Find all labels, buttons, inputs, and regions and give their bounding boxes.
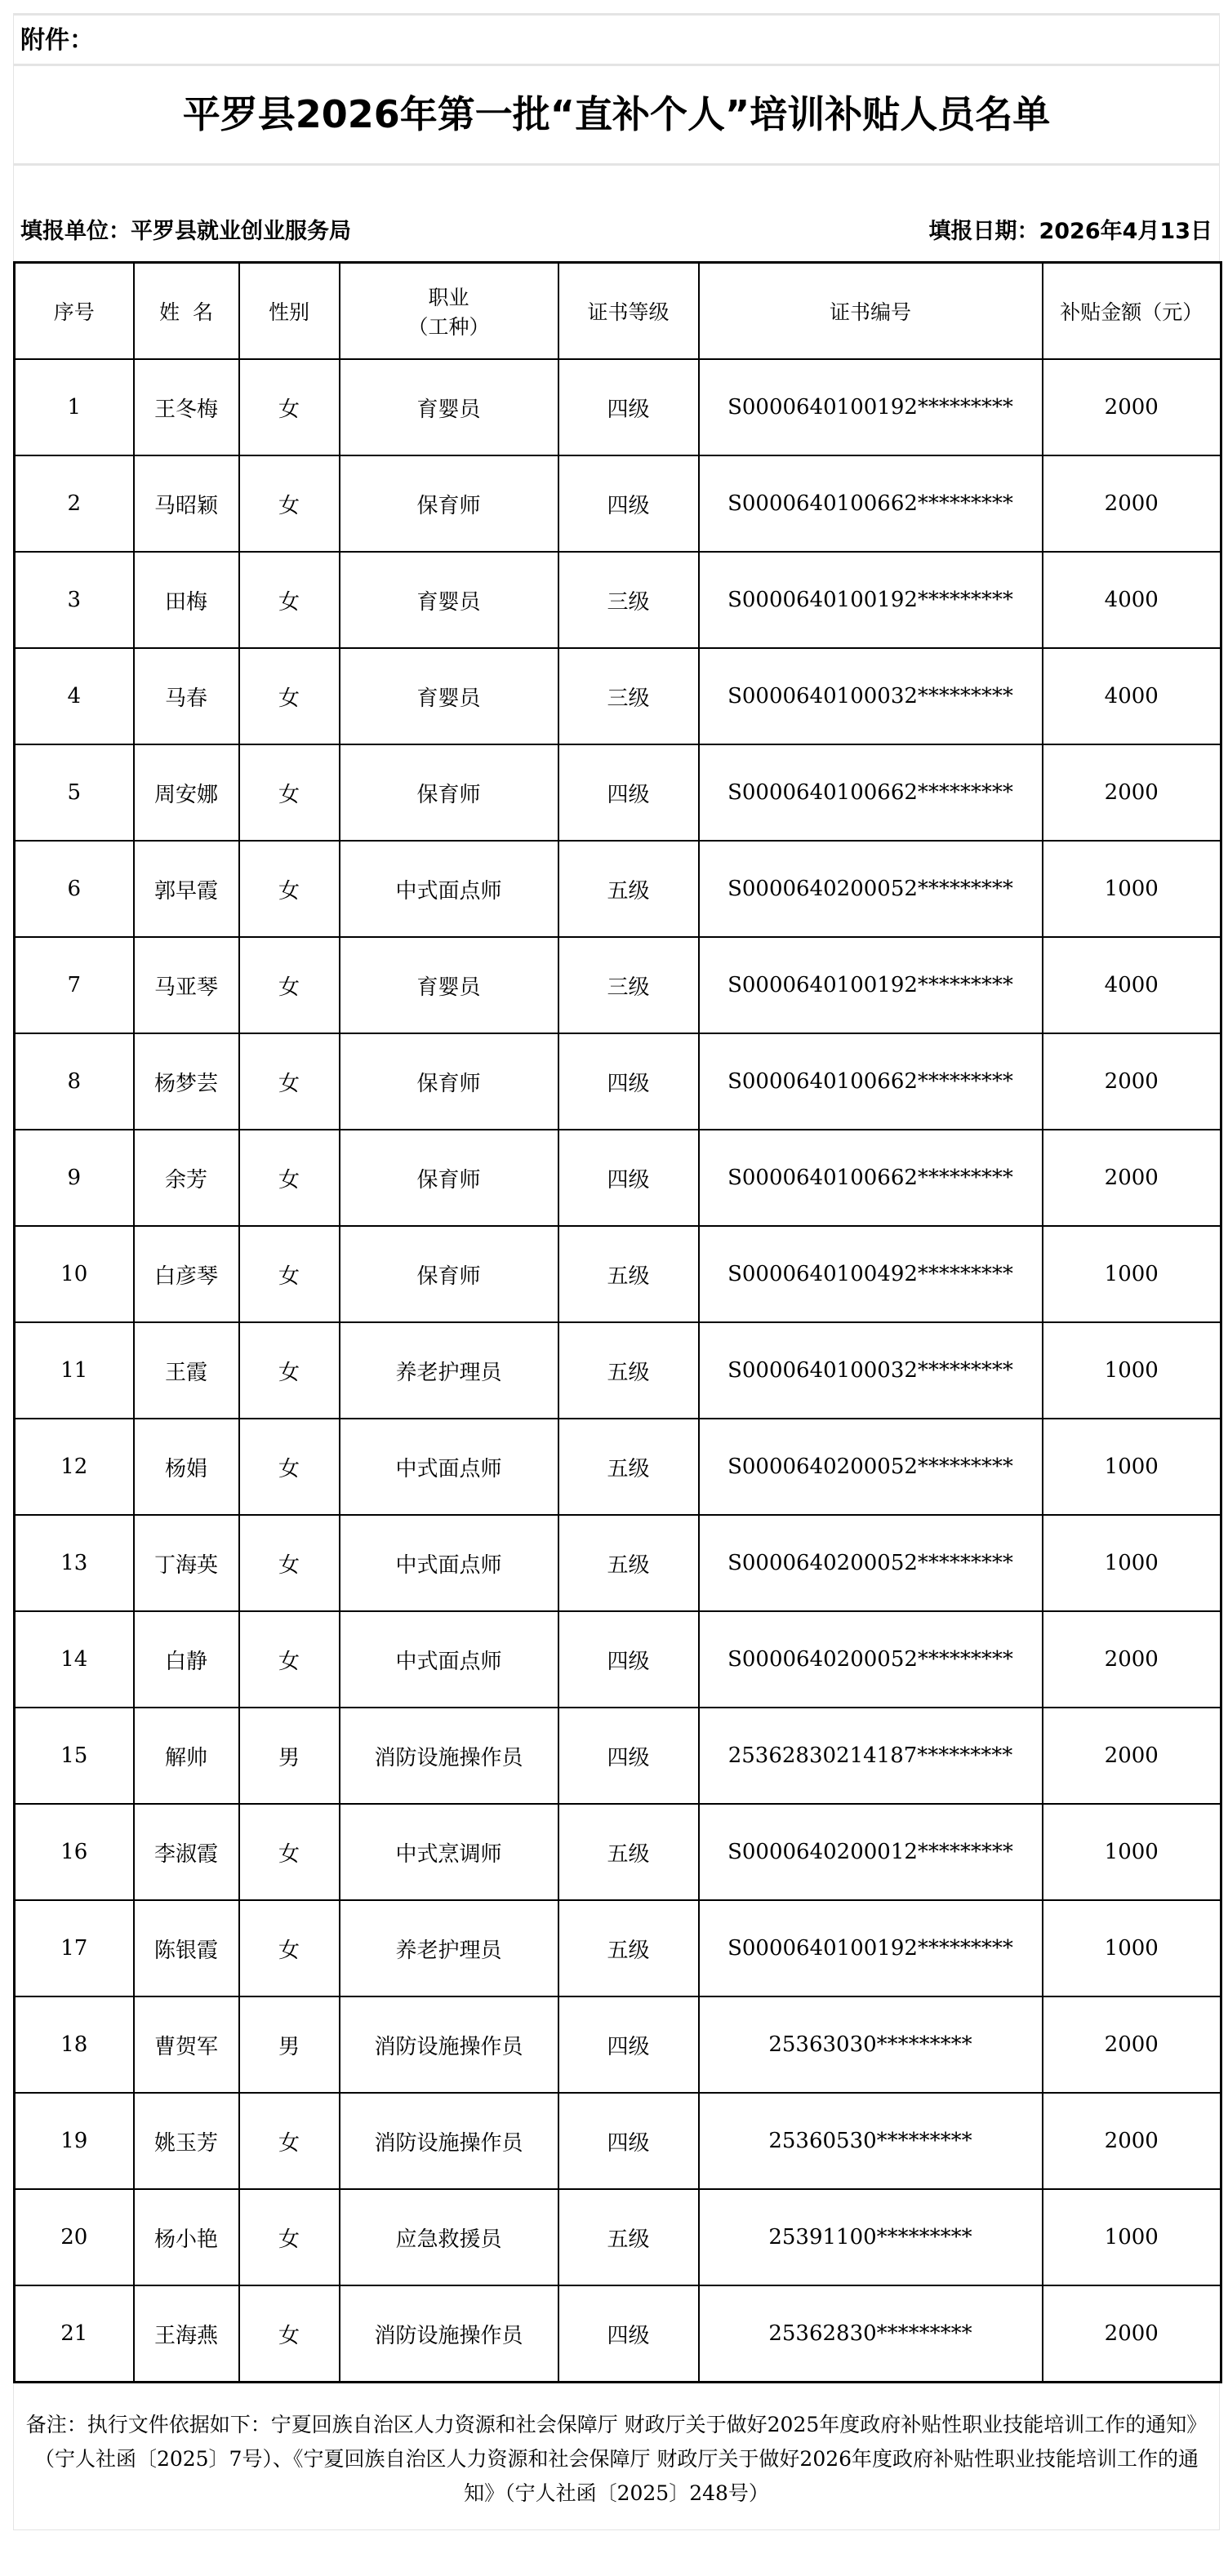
table-row <box>15 1996 1221 2093</box>
document <box>13 13 1220 2530</box>
cert-number: S0000640100662********* <box>699 1033 1043 1130</box>
row-index: 14 <box>15 1611 134 1708</box>
person-name: 马昭颖 <box>134 455 239 552</box>
table-row <box>15 937 1221 1033</box>
occupation: 中式面点师 <box>340 1611 558 1708</box>
row-index: 6 <box>15 841 134 937</box>
row-index: 18 <box>15 1996 134 2093</box>
reporting-unit: 填报单位：平罗县就业创业服务局 <box>20 219 351 244</box>
cert-number: S0000640200052********* <box>699 1419 1043 1515</box>
row-index: 5 <box>15 744 134 841</box>
occupation: 养老护理员 <box>340 1900 558 1996</box>
row-index: 12 <box>15 1419 134 1515</box>
gender: 女 <box>239 2189 340 2285</box>
subsidy-amount: 2000 <box>1043 359 1221 455</box>
subsidy-amount: 1000 <box>1043 1900 1221 1996</box>
cert-number: S0000640200052********* <box>699 841 1043 937</box>
person-name: 王冬梅 <box>134 359 239 455</box>
cert-level: 三级 <box>558 937 699 1033</box>
cert-level: 四级 <box>558 455 699 552</box>
occupation: 中式面点师 <box>340 1419 558 1515</box>
subsidy-amount: 2000 <box>1043 2285 1221 2383</box>
table-row <box>15 1322 1221 1419</box>
cert-number: S0000640100032********* <box>699 1322 1043 1419</box>
table-row <box>15 1900 1221 1996</box>
cert-number: S0000640100492********* <box>699 1226 1043 1322</box>
subsidy-amount: 2000 <box>1043 744 1221 841</box>
cert-level: 三级 <box>558 648 699 744</box>
table-row <box>15 2093 1221 2189</box>
cert-level: 四级 <box>558 1033 699 1130</box>
reporting-date: 填报日期：2026年4月13日 <box>928 219 1212 244</box>
row-index: 2 <box>15 455 134 552</box>
subsidy-amount: 4000 <box>1043 937 1221 1033</box>
gender: 女 <box>239 1226 340 1322</box>
subsidy-amount: 1000 <box>1043 2189 1221 2285</box>
person-name: 王霞 <box>134 1322 239 1419</box>
row-index: 13 <box>15 1515 134 1611</box>
header-cert-level: 证书等级 <box>558 263 699 360</box>
person-name: 李淑霞 <box>134 1804 239 1900</box>
table-row <box>15 744 1221 841</box>
occupation: 消防设施操作员 <box>340 1996 558 2093</box>
gender: 男 <box>239 1708 340 1804</box>
row-index: 4 <box>15 648 134 744</box>
cert-number: S0000640100032********* <box>699 648 1043 744</box>
person-name: 白静 <box>134 1611 239 1708</box>
gender: 女 <box>239 2093 340 2189</box>
subsidy-amount: 4000 <box>1043 648 1221 744</box>
cert-level: 五级 <box>558 1515 699 1611</box>
cert-number: S0000640100192********* <box>699 359 1043 455</box>
cert-level: 四级 <box>558 1996 699 2093</box>
occupation: 消防设施操作员 <box>340 1708 558 1804</box>
occupation: 保育师 <box>340 1130 558 1226</box>
cert-level: 五级 <box>558 1322 699 1419</box>
table-row <box>15 1708 1221 1804</box>
occupation: 消防设施操作员 <box>340 2093 558 2189</box>
table-row <box>15 841 1221 937</box>
cert-level: 五级 <box>558 1226 699 1322</box>
row-index: 8 <box>15 1033 134 1130</box>
cert-number: 25362830214187********* <box>699 1708 1043 1804</box>
subsidy-amount: 2000 <box>1043 1996 1221 2093</box>
table-row <box>15 552 1221 648</box>
row-index: 3 <box>15 552 134 648</box>
gender: 女 <box>239 1611 340 1708</box>
cert-level: 五级 <box>558 2189 699 2285</box>
occupation: 中式烹调师 <box>340 1804 558 1900</box>
cert-level: 五级 <box>558 1804 699 1900</box>
person-name: 杨娟 <box>134 1419 239 1515</box>
subsidy-amount: 2000 <box>1043 455 1221 552</box>
gender: 女 <box>239 552 340 648</box>
subsidy-table <box>13 261 1222 2383</box>
table-row <box>15 2285 1221 2383</box>
person-name: 曹贺军 <box>134 1996 239 2093</box>
header-name: 姓 名 <box>134 263 239 360</box>
cert-level: 四级 <box>558 2285 699 2383</box>
cert-level: 五级 <box>558 1900 699 1996</box>
report-info <box>13 163 1220 261</box>
cert-level: 四级 <box>558 1611 699 1708</box>
cert-number: S0000640200012********* <box>699 1804 1043 1900</box>
header-occupation-line2: （工种） <box>407 315 490 339</box>
gender: 女 <box>239 1515 340 1611</box>
subsidy-amount: 2000 <box>1043 1130 1221 1226</box>
cert-level: 四级 <box>558 1708 699 1804</box>
row-index: 9 <box>15 1130 134 1226</box>
header-cert-number: 证书编号 <box>699 263 1043 360</box>
table-row <box>15 1226 1221 1322</box>
cert-number: S0000640100192********* <box>699 552 1043 648</box>
occupation: 育婴员 <box>340 552 558 648</box>
cert-number: S0000640100192********* <box>699 937 1043 1033</box>
occupation: 保育师 <box>340 455 558 552</box>
cert-level: 四级 <box>558 1130 699 1226</box>
subsidy-amount: 4000 <box>1043 552 1221 648</box>
occupation: 育婴员 <box>340 648 558 744</box>
header-subsidy: 补贴金额（元） <box>1043 263 1221 360</box>
header-occupation-line1: 职业 <box>428 286 469 309</box>
occupation: 育婴员 <box>340 359 558 455</box>
subsidy-amount: 2000 <box>1043 1033 1221 1130</box>
person-name: 田梅 <box>134 552 239 648</box>
gender: 女 <box>239 1419 340 1515</box>
person-name: 白彦琴 <box>134 1226 239 1322</box>
table-row <box>15 2189 1221 2285</box>
cert-level: 五级 <box>558 841 699 937</box>
gender: 女 <box>239 1033 340 1130</box>
table-row <box>15 455 1221 552</box>
occupation: 保育师 <box>340 1033 558 1130</box>
person-name: 丁海英 <box>134 1515 239 1611</box>
header-occupation <box>340 263 558 360</box>
row-index: 17 <box>15 1900 134 1996</box>
row-index: 16 <box>15 1804 134 1900</box>
table-row <box>15 648 1221 744</box>
header-gender: 性别 <box>239 263 340 360</box>
remarks-note: 备注：执行文件依据如下：宁夏回族自治区人力资源和社会保障厅 财政厅关于做好2025年度政府补贴性职业技能培训工作的通知》（宁人社函〔2025〕7号）、《宁夏回族自治区人力资源和社会保障厅 财政厅关于做好2026年度政府补贴性职业技能培训工作的通知》（宁人社函〔2025〕248号） <box>13 2383 1220 2530</box>
person-name: 马亚琴 <box>134 937 239 1033</box>
table-row <box>15 1515 1221 1611</box>
person-name: 杨梦芸 <box>134 1033 239 1130</box>
occupation: 应急救援员 <box>340 2189 558 2285</box>
subsidy-amount: 1000 <box>1043 1226 1221 1322</box>
gender: 女 <box>239 648 340 744</box>
person-name: 郭早霞 <box>134 841 239 937</box>
subsidy-amount: 2000 <box>1043 2093 1221 2189</box>
cert-level: 四级 <box>558 359 699 455</box>
attachment-label: 附件： <box>13 13 1220 64</box>
person-name: 陈银霞 <box>134 1900 239 1996</box>
subsidy-amount: 2000 <box>1043 1708 1221 1804</box>
person-name: 余芳 <box>134 1130 239 1226</box>
gender: 女 <box>239 359 340 455</box>
person-name: 杨小艳 <box>134 2189 239 2285</box>
cert-level: 三级 <box>558 552 699 648</box>
occupation: 消防设施操作员 <box>340 2285 558 2383</box>
subsidy-amount: 1000 <box>1043 1804 1221 1900</box>
occupation: 保育师 <box>340 1226 558 1322</box>
occupation: 保育师 <box>340 744 558 841</box>
occupation: 养老护理员 <box>340 1322 558 1419</box>
row-index: 21 <box>15 2285 134 2383</box>
gender: 女 <box>239 744 340 841</box>
occupation: 育婴员 <box>340 937 558 1033</box>
header-index: 序号 <box>15 263 134 360</box>
row-index: 11 <box>15 1322 134 1419</box>
cert-level: 四级 <box>558 744 699 841</box>
person-name: 姚玉芳 <box>134 2093 239 2189</box>
row-index: 19 <box>15 2093 134 2189</box>
cert-number: S0000640100662********* <box>699 744 1043 841</box>
cert-number: S0000640100662********* <box>699 455 1043 552</box>
gender: 男 <box>239 1996 340 2093</box>
subsidy-amount: 1000 <box>1043 1419 1221 1515</box>
row-index: 7 <box>15 937 134 1033</box>
cert-number: S0000640100662********* <box>699 1130 1043 1226</box>
cert-number: S0000640200052********* <box>699 1515 1043 1611</box>
subsidy-amount: 2000 <box>1043 1611 1221 1708</box>
table-row <box>15 1419 1221 1515</box>
gender: 女 <box>239 1322 340 1419</box>
table-row <box>15 1033 1221 1130</box>
gender: 女 <box>239 841 340 937</box>
person-name: 马春 <box>134 648 239 744</box>
row-index: 20 <box>15 2189 134 2285</box>
table-header-row <box>15 263 1221 360</box>
gender: 女 <box>239 455 340 552</box>
cert-number: S0000640200052********* <box>699 1611 1043 1708</box>
cert-number: 25363030********* <box>699 1996 1043 2093</box>
cert-level: 五级 <box>558 1419 699 1515</box>
cert-number: 25391100********* <box>699 2189 1043 2285</box>
table-row <box>15 1611 1221 1708</box>
cert-number: 25362830********* <box>699 2285 1043 2383</box>
subsidy-amount: 1000 <box>1043 1515 1221 1611</box>
table-row <box>15 1804 1221 1900</box>
gender: 女 <box>239 937 340 1033</box>
table-row <box>15 1130 1221 1226</box>
gender: 女 <box>239 1900 340 1996</box>
occupation: 中式面点师 <box>340 841 558 937</box>
table-body <box>15 359 1221 2383</box>
person-name: 王海燕 <box>134 2285 239 2383</box>
cert-number: S0000640100192********* <box>699 1900 1043 1996</box>
cert-number: 25360530********* <box>699 2093 1043 2189</box>
subsidy-amount: 1000 <box>1043 1322 1221 1419</box>
cert-level: 四级 <box>558 2093 699 2189</box>
document-title: 平罗县2026年第一批“直补个人”培训补贴人员名单 <box>13 64 1220 163</box>
occupation: 中式面点师 <box>340 1515 558 1611</box>
gender: 女 <box>239 1804 340 1900</box>
row-index: 10 <box>15 1226 134 1322</box>
row-index: 1 <box>15 359 134 455</box>
person-name: 解帅 <box>134 1708 239 1804</box>
row-index: 15 <box>15 1708 134 1804</box>
table-row <box>15 359 1221 455</box>
subsidy-amount: 1000 <box>1043 841 1221 937</box>
gender: 女 <box>239 1130 340 1226</box>
person-name: 周安娜 <box>134 744 239 841</box>
gender: 女 <box>239 2285 340 2383</box>
